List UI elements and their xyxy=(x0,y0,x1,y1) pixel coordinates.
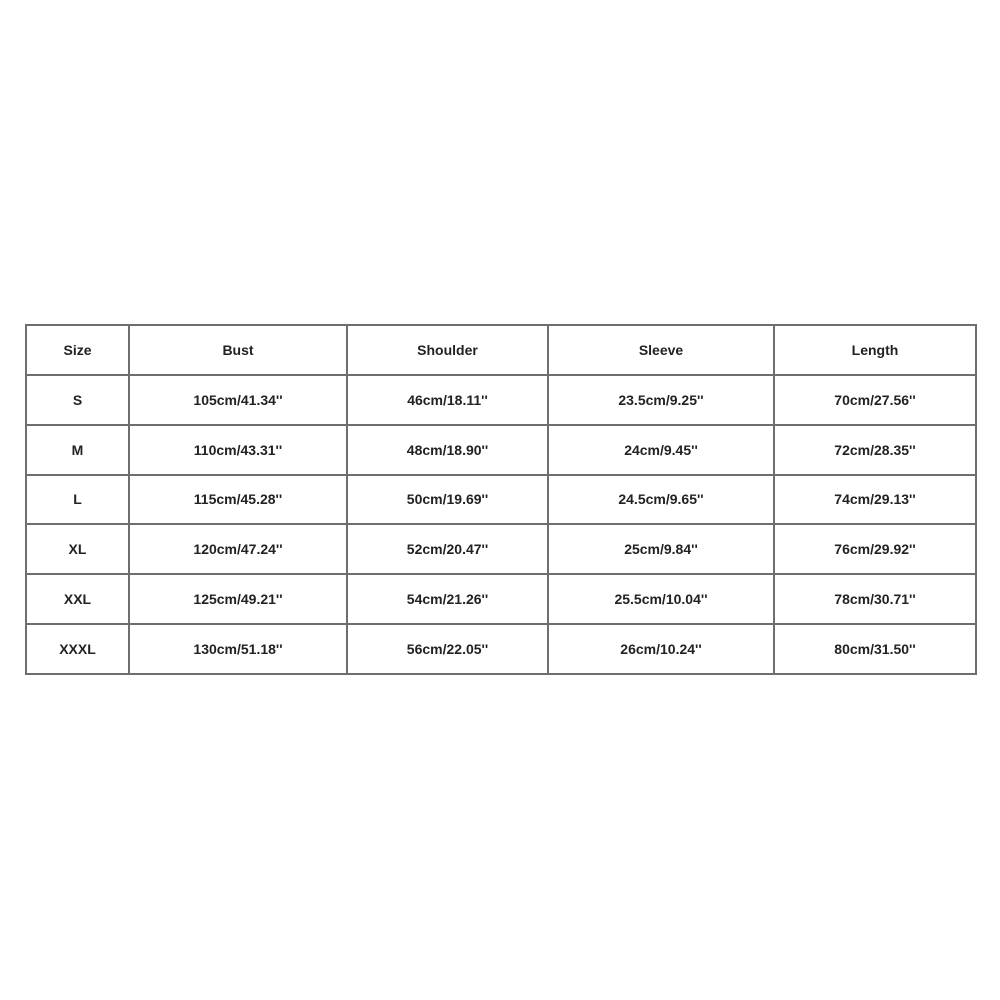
header-cell-size: Size xyxy=(26,325,129,375)
bust-cell: 105cm/41.34'' xyxy=(129,375,347,425)
header-cell-length: Length xyxy=(774,325,976,375)
header-cell-bust: Bust xyxy=(129,325,347,375)
table-row xyxy=(26,425,976,475)
table-row xyxy=(26,624,976,674)
shoulder-cell: 56cm/22.05'' xyxy=(347,624,548,674)
header-cell-shoulder: Shoulder xyxy=(347,325,548,375)
table-row xyxy=(26,524,976,574)
table-row xyxy=(26,375,976,425)
shoulder-cell: 52cm/20.47'' xyxy=(347,524,548,574)
sleeve-cell: 25.5cm/10.04'' xyxy=(548,574,774,624)
bust-cell: 110cm/43.31'' xyxy=(129,425,347,475)
length-cell: 80cm/31.50'' xyxy=(774,624,976,674)
length-cell: 70cm/27.56'' xyxy=(774,375,976,425)
shoulder-cell: 50cm/19.69'' xyxy=(347,475,548,525)
table-header-row xyxy=(26,325,976,375)
sleeve-cell: 24cm/9.45'' xyxy=(548,425,774,475)
length-cell: 74cm/29.13'' xyxy=(774,475,976,525)
bust-cell: 120cm/47.24'' xyxy=(129,524,347,574)
shoulder-cell: 54cm/21.26'' xyxy=(347,574,548,624)
size-cell: XXXL xyxy=(26,624,129,674)
sleeve-cell: 23.5cm/9.25'' xyxy=(548,375,774,425)
header-cell-sleeve: Sleeve xyxy=(548,325,774,375)
length-cell: 78cm/30.71'' xyxy=(774,574,976,624)
length-cell: 72cm/28.35'' xyxy=(774,425,976,475)
bust-cell: 115cm/45.28'' xyxy=(129,475,347,525)
sleeve-cell: 26cm/10.24'' xyxy=(548,624,774,674)
bust-cell: 130cm/51.18'' xyxy=(129,624,347,674)
size-cell: XXL xyxy=(26,574,129,624)
size-cell: L xyxy=(26,475,129,525)
size-chart-table xyxy=(25,324,977,675)
sleeve-cell: 25cm/9.84'' xyxy=(548,524,774,574)
shoulder-cell: 46cm/18.11'' xyxy=(347,375,548,425)
size-cell: M xyxy=(26,425,129,475)
table-row xyxy=(26,475,976,525)
size-cell: S xyxy=(26,375,129,425)
sleeve-cell: 24.5cm/9.65'' xyxy=(548,475,774,525)
size-cell: XL xyxy=(26,524,129,574)
length-cell: 76cm/29.92'' xyxy=(774,524,976,574)
bust-cell: 125cm/49.21'' xyxy=(129,574,347,624)
table-row xyxy=(26,574,976,624)
shoulder-cell: 48cm/18.90'' xyxy=(347,425,548,475)
